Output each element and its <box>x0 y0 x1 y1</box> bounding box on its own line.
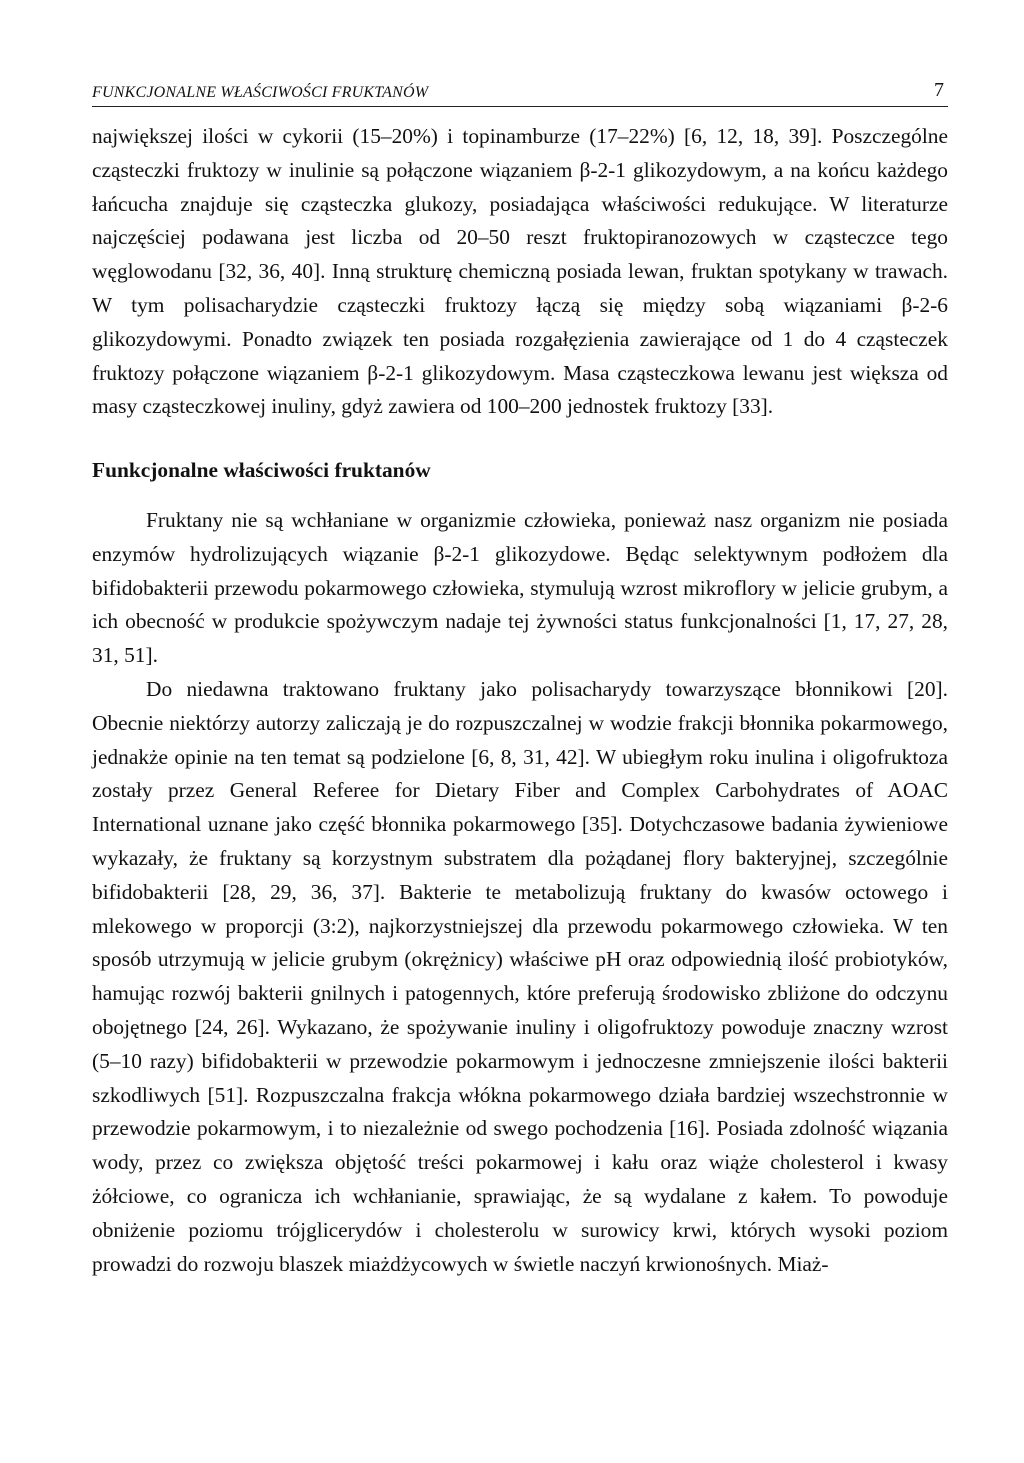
paragraph-2: Do niedawna traktowano fruktany jako polisacharydy towarzyszące błonnikowi [20]. Obecnie niektórzy autorzy zaliczają je do rozpuszczalnej w wodzie frakcji błonnika pokarmowego, jednakże opinie na ten temat są podzielone [6, 8, 31, 42]. W ubiegłym roku inulina i oligofruktoza zostały przez General Referee for Dietary Fiber and Complex Carbohydrates of AOAC International uznane jako część błonnika pokarmowego [35]. Dotychczasowe badania żywieniowe wykazały, że fruktany są korzystnym substratem dla pożądanej flory bakteryjnej, szczególnie bifidobakterii [28, 29, 36, 37]. Bakterie te metabolizują fruktany do kwasów octowego i mlekowego w proporcji (3:2), najkorzystniejszej dla przewodu pokarmowego człowieka. W ten sposób utrzymują w jelicie grubym (okrężnicy) właściwe pH oraz odpowiednią ilość probiotyków, hamując rozwój bakterii gnilnych i patogennych, które preferują środowisko zbliżone do odczynu obojętnego [24, 26]. Wykazano, że spożywanie inuliny i oligofruktozy powoduje znaczny wzrost (5–10 razy) bifidobakterii w przewodzie pokarmowym i jednoczesne zmniejszenie ilości bakterii szkodliwych [51]. Rozpuszczalna frakcja włókna pokarmowego działa bardziej wszechstronnie w przewodzie pokarmowym, i to niezależnie od swego pochodzenia [16]. Posiada zdolność wiązania wody, przez co zwiększa objętość treści pokarmowej i kału oraz wiąże cholesterol i kwasy żółciowe, co ogranicza ich wchłanianie, sprawiając, że są wydalane z kałem. To powoduje obniżenie poziomu trójglicerydów i cholesterolu w surowicy krwi, których wysoki poziom prowadzi do rozwoju blaszek miażdżycowych w świetle naczyń krwionośnych. Miaż- <box>92 676 948 1276</box>
running-header <box>92 68 948 107</box>
document-page <box>92 68 948 1281</box>
paragraph-continuation: największej ilości w cykorii (15–20%) i topinamburze (17–22%) [6, 12, 18, 39]. Poszczególne cząsteczki fruktozy w inulinie są połączone wiązaniem β-2-1 glikozydowym, a na końcu każdego łańcucha znajduje się cząsteczka glukozy, posiadająca właściwości redukujące. W literaturze najczęściej podawana jest liczba od 20–50 reszt fruktopiranozowych w cząsteczce tego węglowodanu [32, 36, 40]. Inną strukturę chemiczną posiada lewan, fruktan spotykany w trawach. W tym polisacharydzie cząsteczki fruktozy łączą się między sobą wiązaniami β-2-6 glikozydowymi. Ponadto związek ten posiada rozgałęzienia zawierające od 1 do 4 cząsteczek fruktozy połączone wiązaniem β-2-1 glikozydowym. Masa cząsteczkowa lewanu jest większa od masy cząsteczkowej inuliny, gdyż zawiera od 100–200 jednostek fruktozy [33]. <box>92 124 948 419</box>
section-heading: Funkcjonalne właściwości fruktanów <box>92 458 431 483</box>
paragraph-1: Fruktany nie są wchłaniane w organizmie człowieka, ponieważ nasz organizm nie posiada enzymów hydrolizujących wiązanie β-2-1 glikozydowe. Będąc selektywnym podłożem dla bifidobakterii przewodu pokarmowego człowieka, stymulują wzrost mikroflory w jelicie grubym, a ich obecność w produkcie spożywczym nadaje tej żywności status funkcjonalności [1, 17, 27, 28, 31, 51]. <box>92 507 948 668</box>
running-title: FUNKCJONALNE WŁAŚCIWOŚCI FRUKTANÓW <box>92 84 429 101</box>
page-number: 7 <box>934 79 944 101</box>
